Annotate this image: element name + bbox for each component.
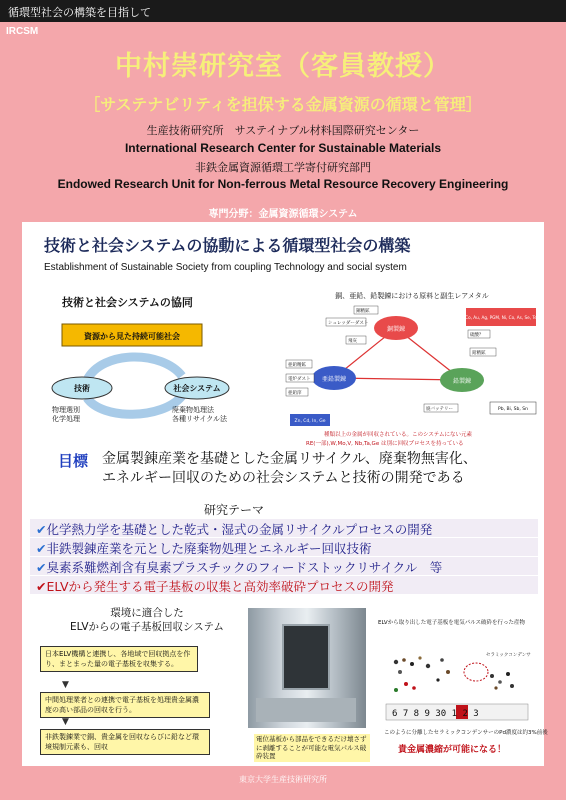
sustainable-society-label: 資源から見た持続可能社会 [84, 332, 180, 341]
zinc-metals-text: Zn, Cd, In, Ge [294, 419, 326, 424]
goal-text-1: 金属製錬産業を基礎とした金属リサイクル、廃棄物無害化、 [102, 451, 477, 467]
copper-metals-text: Co, Au, Ag, PGM, Ni, Co, As, Se, Te [465, 315, 537, 320]
pd-concentration-caption: このように分離したセラミックコンデンサーのPd濃度は約3%前後 [384, 730, 548, 736]
cooperation-diagram [32, 288, 282, 428]
elv-step-2: 中間処理業者との連携で電子基板を処理貴金属濃度の高い部品の回収を行う。 [40, 692, 210, 718]
input-zinc-ore: 亜鉛精鉱 [288, 363, 306, 368]
social-item-1: 廃棄物処理法 [172, 406, 214, 414]
lead-smelting-label: 鉛製錬 [452, 378, 472, 385]
affiliation-ja-2: 非鉄金属資源循環工学寄付研究部門 [195, 161, 371, 174]
technology-item-1: 物理選別 [52, 406, 80, 414]
goal-text [102, 450, 532, 488]
input-waste-battery: 廃バッテリー [426, 407, 453, 412]
products-caption: ELVから取り出した電子基板を電気パルス破砕を行った産物 [378, 620, 526, 626]
ceramic-capacitor-label: セラミックコンデンサ [486, 653, 531, 658]
cycle-arrow-bottom [87, 396, 182, 414]
topic-item: ✔非鉄製錬産業を元とした廃棄物処理とエネルギー回収技術 [36, 541, 372, 556]
goal-text-2: エネルギー回収のための社会システムと技術の開発である [102, 470, 465, 486]
elv-step-1: 日本ELV機構と連携し、各地域で回収拠点を作り、まとまった量の電子基板を収集する。 [40, 646, 198, 672]
research-field: 専門分野：金属資源循環システム [208, 209, 358, 220]
ceramic-capacitor-highlight [464, 663, 488, 681]
main-heading: 技術と社会システムの協動による循環型社会の構築 [44, 236, 411, 255]
elv-step-3: 非鉄製錬業で銅、貴金属を回収ならびに鉛など環境規制元素も、回収 [40, 729, 210, 755]
technology-label: 技術 [74, 384, 90, 393]
top-label: 循環型社会の構築を目指して [8, 6, 151, 19]
zinc-smelting-label: 亜鉛製錬 [321, 376, 347, 383]
main-panel [22, 222, 548, 766]
affiliation-ja-1: 生産技術研究所 サステイナブル材料国際研究センター [146, 124, 420, 137]
crusher-base [256, 698, 356, 722]
social-items [172, 405, 228, 423]
ruler-numbers: 6 7 8 9 30 1 2 3 [392, 709, 479, 719]
page-title: 中村崇研究室（客員教授） [115, 51, 451, 82]
concentration-highlight: 貴金属濃縮が可能になる！ [398, 745, 507, 755]
goal-label: 目標 [58, 452, 89, 470]
input-lead-ore: 鉛精鉱 [472, 351, 486, 356]
input-fly-ash: 飛灰 [348, 339, 357, 344]
elv-title-2: ELVからの電子基板回収システム [70, 621, 224, 633]
topic-item: ✔臭素系難燃剤含有臭素プラスチックのフィードストックリサイクル 等 [36, 560, 443, 575]
crushed-fragments [394, 656, 514, 692]
smelting-diagram-title: 銅、亜鉛、鉛製錬における原料と副生レアメタル [335, 292, 489, 300]
crushed-products-image [382, 632, 532, 724]
arrow-down-icon: ▼ [62, 680, 69, 690]
smelting-caption-2: RE(一部),W,Mo,V, Nb,Ta,Ge は別に回収プロセスを持っている [306, 441, 464, 447]
cooperation-diagram-title: 技術と社会システムの協同 [62, 296, 193, 309]
footer-institution: 東京大学生産技術研究所 [239, 775, 327, 784]
technology-item-2: 化学処理 [52, 415, 80, 423]
input-sulfuric-acid: 硫酸？ [470, 333, 484, 338]
copper-smelting-label: 銅製錬 [386, 326, 406, 333]
check-icon: ✔ [36, 560, 47, 575]
page-subtitle: ［サステナビリティを担保する金属資源の循環と管理］ [84, 95, 482, 114]
input-zinc-dross: 亜鉛滓 [288, 391, 302, 396]
pulse-crusher-photo [248, 608, 366, 728]
elv-title-1: 環境に適合した [110, 607, 184, 619]
check-icon: ✔ [36, 541, 47, 556]
elv-title [62, 606, 232, 634]
check-icon: ✔ [36, 522, 47, 537]
affiliation-en-2: Endowed Research Unit for Non-ferrous Metal Resource Recovery Engineering [57, 177, 509, 191]
org-tag: IRCSM [6, 26, 39, 37]
topics-title: 研究テーマ [204, 503, 265, 517]
social-system-label: 社会システム [173, 384, 221, 393]
input-eaf-dust: 電炉ダスト [288, 377, 311, 382]
top-banner [0, 0, 566, 22]
input-copper-ore: 銅精鉱 [356, 309, 370, 314]
check-icon: ✔ [36, 579, 47, 594]
topic-item: ✔化学熱力学を基礎とした乾式・湿式の金属リサイクルプロセスの開発 [36, 522, 433, 537]
cycle-arrow-top [87, 357, 182, 380]
technology-items [52, 405, 80, 423]
smelting-caption-1: 種類以上の金属が回収されている。このシステムにない元素 [324, 432, 472, 438]
input-shredder-dust: シュレッダーダスト [328, 321, 369, 326]
arrow-down-icon: ▼ [62, 717, 69, 727]
social-item-2: 各種リサイクル法 [172, 415, 228, 423]
smelting-diagram [284, 288, 540, 448]
affiliation-en-1: International Research Center for Sustainable Materials [124, 141, 442, 155]
lead-metals-text: Pb, Bi, Sb, Sn [498, 407, 528, 412]
topic-item-highlight: ✔ELVから発生する電子基板の収集と高効率破砕プロセスの開発 [36, 579, 394, 594]
main-heading-en: Establishment of Sustainable Society from coupling Technology and social system [44, 262, 407, 273]
crusher-chamber [282, 624, 330, 690]
photo-caption: 電位基板から部品をできるだけ壊さずに剥離することが可能な電気パルス破砕装置 [254, 734, 370, 762]
